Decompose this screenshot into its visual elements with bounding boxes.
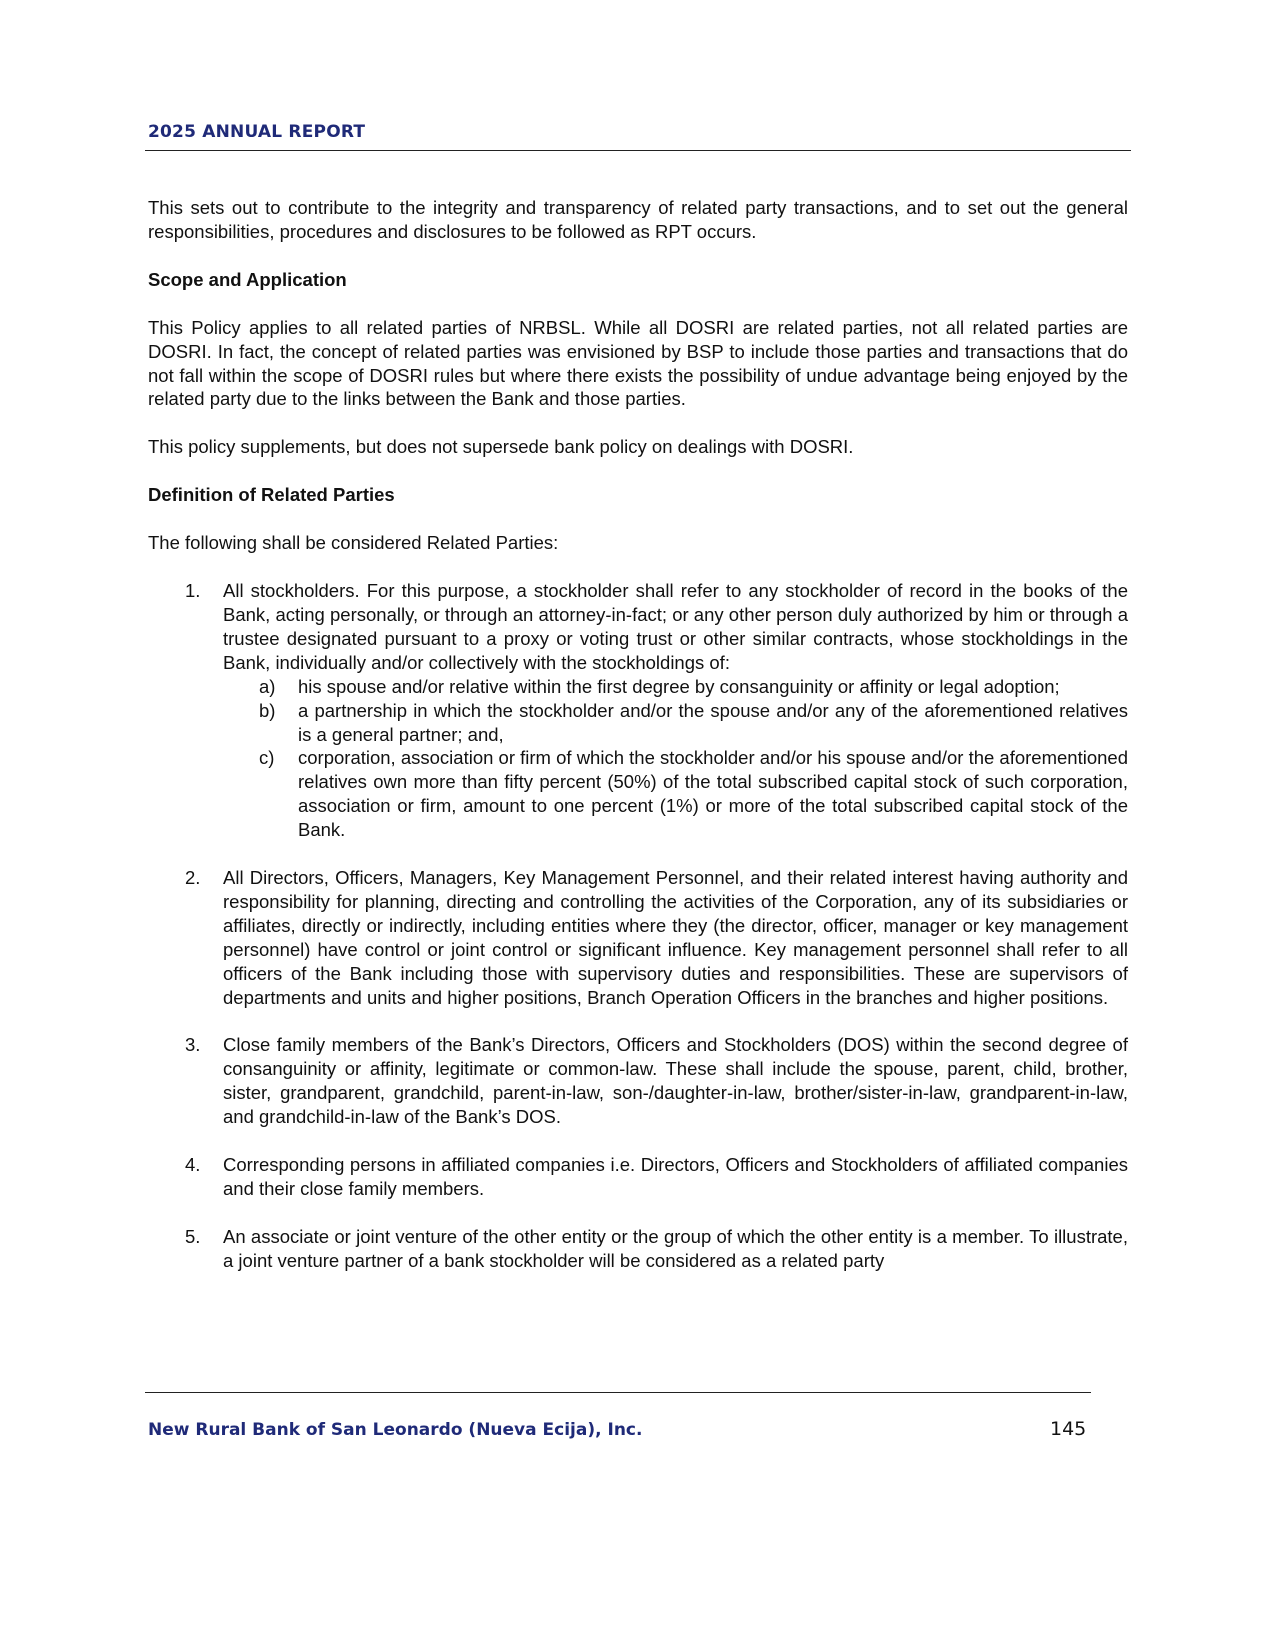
sub-list bbox=[223, 675, 1128, 842]
list-item-number: 3. bbox=[185, 1034, 201, 1056]
list-item bbox=[148, 1153, 1128, 1201]
sub-list-item-letter: c) bbox=[259, 747, 275, 769]
footer-bank-name: New Rural Bank of San Leonardo (Nueva Ecija), Inc. bbox=[148, 1420, 643, 1440]
list-item-text: All stockholders. For this purpose, a stockholder shall refer to any stockholder of record in the books of the Bank, acting personally, or through an attorney-in-fact; or any other person duly authorized by him or through a trustee designated pursuant to a proxy or voting trust or other similar contracts, whose stockholdings in the Bank, individually and/or collectively with the stockholdings of: bbox=[223, 580, 1128, 673]
list-item-text: An associate or joint venture of the other entity or the group of which the other entity is a member. To illustrate, a joint venture partner of a bank stockholder will be considered as a related party bbox=[223, 1225, 1128, 1271]
list-item-number: 2. bbox=[185, 867, 201, 889]
scope-paragraph-2: This policy supplements, but does not supersede bank policy on dealings with DOSRI. bbox=[148, 436, 854, 458]
sub-list-item-text: a partnership in which the stockholder and/or the spouse and/or any of the aforementioned relatives is a general partner; and, bbox=[298, 699, 1128, 745]
list-item bbox=[148, 1225, 1128, 1273]
list-item-number: 1. bbox=[185, 580, 201, 602]
list-item-number: 4. bbox=[185, 1154, 201, 1176]
list-item bbox=[148, 579, 1128, 842]
list-item bbox=[148, 866, 1128, 1009]
page-number: 145 bbox=[1050, 1418, 1087, 1440]
scope-heading: Scope and Application bbox=[148, 268, 347, 290]
intro-paragraph: This sets out to contribute to the integrity and transparency of related party transactions, and to set out the general responsibilities, procedures and disclosures to be followed as RPT occurs. bbox=[148, 197, 1128, 242]
sub-list-item bbox=[223, 675, 1128, 699]
sub-list-item-letter: a) bbox=[259, 675, 276, 697]
sub-list-item bbox=[223, 699, 1128, 747]
scope-paragraph-1: This Policy applies to all related parties of NRBSL. While all DOSRI are related parties, not all related parties are DOSRI. In fact, the concept of related parties was envisioned by BSP to include those parties and transactions that do not fall within the scope of DOSRI rules but where there exists the possibility of undue advantage being enjoyed by the related party due to the links between the Bank and those parties. bbox=[148, 316, 1128, 410]
list-item-text: Corresponding persons in affiliated companies i.e. Directors, Officers and Stockholders of affiliated companies and their close family members. bbox=[223, 1154, 1128, 1199]
list-item-number: 5. bbox=[185, 1225, 201, 1247]
sub-list-item bbox=[223, 746, 1128, 842]
related-parties-list bbox=[148, 579, 1128, 1273]
page-content bbox=[148, 196, 1128, 1297]
header-title: 2025 ANNUAL REPORT bbox=[148, 122, 366, 142]
definition-heading: Definition of Related Parties bbox=[148, 484, 395, 506]
list-item-text: All Directors, Officers, Managers, Key Management Personnel, and their related interest having authority and responsibility for planning, directing and controlling the activities of the Corporation, any of its subsidiaries or affiliates, directly or indirectly, including entities where they (the director, officer, manager or key management personnel) have control or joint control or significant influence. Key management personnel shall refer to all officers of the Bank including those with supervisory duties and responsibilities. These are supervisors of departments and units and higher positions, Branch Operation Officers in the branches and higher positions. bbox=[223, 867, 1128, 1008]
footer-divider bbox=[145, 1392, 1091, 1393]
sub-list-item-text: his spouse and/or relative within the first degree by consanguinity or affinity or legal adoption; bbox=[298, 675, 1060, 697]
sub-list-item-text: corporation, association or firm of which the stockholder and/or his spouse and/or the aforementioned relatives own more than fifty percent (50%) of the total subscribed capital stock of such corporation, association or firm, amount to one percent (1%) or more of the total subscribed capital stock of the Bank. bbox=[298, 747, 1128, 841]
header-divider bbox=[145, 150, 1131, 151]
list-item bbox=[148, 1033, 1128, 1129]
definition-intro: The following shall be considered Related Parties: bbox=[148, 532, 559, 554]
list-item-text: Close family members of the Bank’s Directors, Officers and Stockholders (DOS) within the second degree of consanguinity or affinity, legitimate or common-law. These shall include the spouse, parent, child, brother, sister, grandparent, grandchild, parent-in-law, son-/daughter-in-law, brother/sister-in-law, grandparent-in-law, and grandchild-in-law of the Bank’s DOS. bbox=[223, 1034, 1128, 1128]
sub-list-item-letter: b) bbox=[259, 699, 276, 721]
